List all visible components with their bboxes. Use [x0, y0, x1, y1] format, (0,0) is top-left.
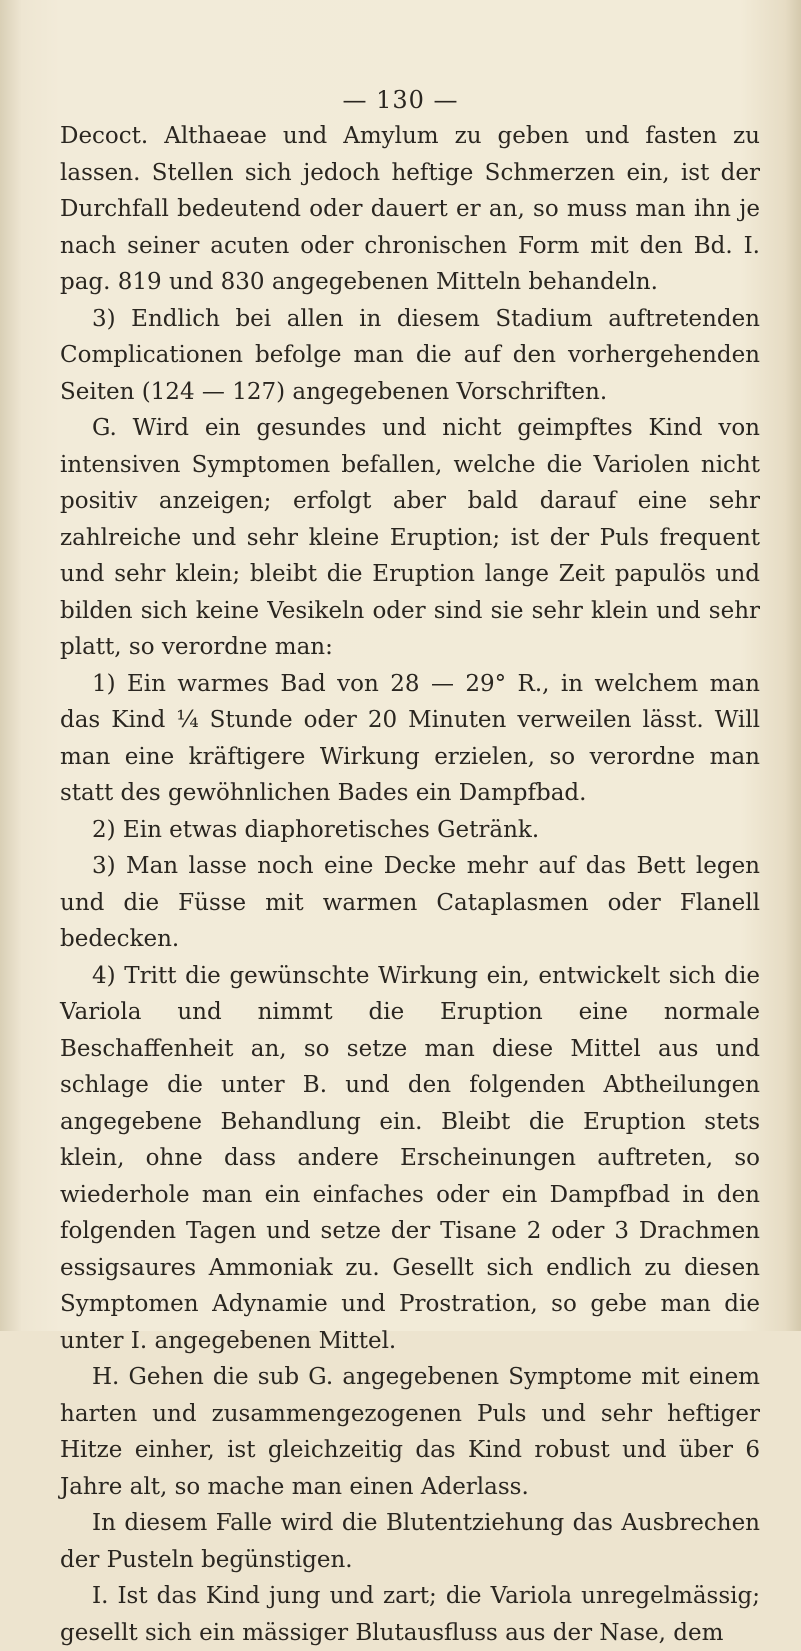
paragraph-1: Decoct. Althaeae und Amylum zu geben und fasten zu lassen. Stellen sich jedoch heftige Schmerzen ein, ist der Durchfall bedeutend oder dauert er an, so muss man ihn je nach seiner acuten oder chronischen Form mit den Bd. I. pag. 819 und 830 angegebenen Mitteln behandeln. — [60, 123, 760, 295]
paragraph-4: 1) Ein warmes Bad von 28 — 29° R., in welchem man das Kind ¼ Stunde oder 20 Minuten verweilen lässt. Will man eine kräftigere Wirkung erzielen, so verordne man statt des gewöhnlichen Bades ein Dampfbad. — [60, 670, 760, 806]
paragraph-7: 4) Tritt die gewünschte Wirkung ein, entwickelt sich die Variola und nimmt die Eruption eine normale Beschaffenheit an, so setze man diese Mittel aus und schlage die unter B. und den folgenden Abtheilungen angegebene Behandlung ein. Bleibt die Eruption stets klein, ohne dass andere Erscheinungen auftreten, so wiederhole man ein einfaches oder ein Dampfbad in den folgenden Tagen und setze der Tisane 2 oder 3 Drachmen essigsaures Ammoniak zu. Gesellt sich endlich zu diesen Symptomen Adynamie und Prostration, so gebe man die unter I. angegebenen Mittel. — [60, 962, 760, 1354]
paragraph-3: G. Wird ein gesundes und nicht geimpftes Kind von intensiven Symptomen befallen, welche die Variolen nicht positiv anzeigen; erfolgt aber bald darauf eine sehr zahlreiche und sehr kleine Eruption; ist der Puls frequent und sehr klein; bleibt die Eruption lange Zeit papulös und bilden sich keine Vesikeln oder sind sie sehr klein und sehr platt, so verordne man: — [60, 415, 760, 660]
page-number-header: — 130 — — [342, 86, 459, 114]
paragraph-10: I. Ist das Kind jung und zart; die Variola unregelmässig; gesellt sich ein mässiger Blutausfluss aus der Nase, dem — [60, 1583, 760, 1646]
paragraph-8: H. Gehen die sub G. angegebenen Symptome mit einem harten und zusammengezogenen Puls und sehr heftiger Hitze einher, ist gleichzeitig das Kind robust und über 6 Jahre alt, so mache man einen Aderlass. — [60, 1364, 760, 1500]
paragraph-9: In diesem Falle wird die Blutentziehung das Ausbrechen der Pusteln begünstigen. — [60, 1510, 760, 1573]
paragraph-6: 3) Man lasse noch eine Decke mehr auf das Bett legen und die Füsse mit warmen Cataplasmen oder Flanell bedecken. — [60, 853, 760, 952]
paragraph-5: 2) Ein etwas diaphoretisches Getränk. — [92, 816, 540, 843]
page-body-text — [60, 118, 760, 1651]
paragraph-2: 3) Endlich bei allen in diesem Stadium auftretenden Complicationen befolge man die auf den vorhergehenden Seiten (124 — 127) angegebenen Vorschriften. — [60, 305, 760, 405]
